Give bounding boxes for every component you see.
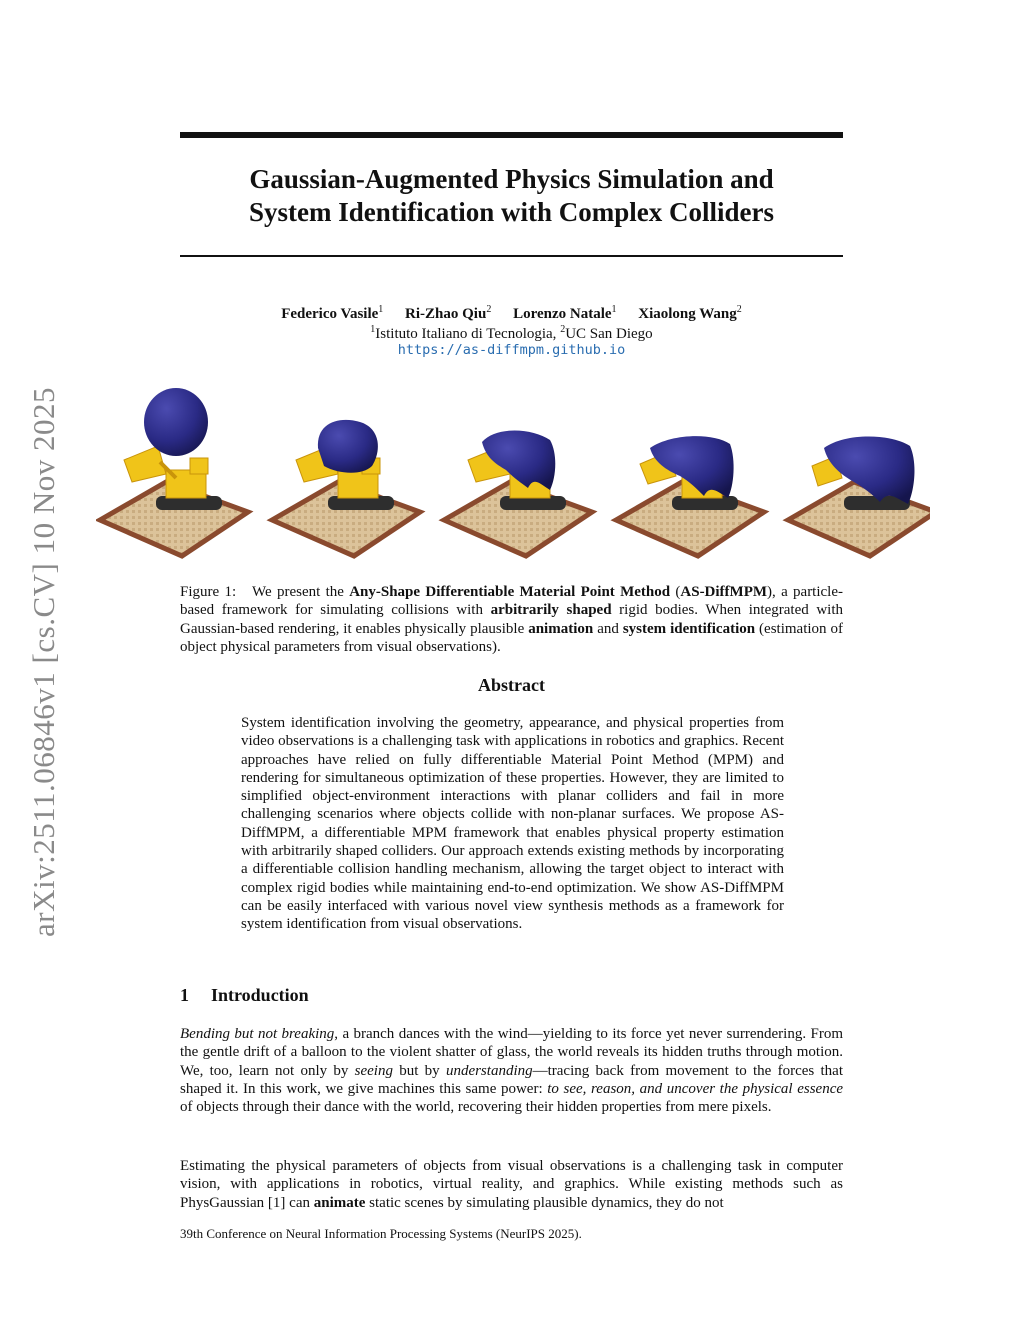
frame-4 [616,436,764,556]
intro-paragraph-1: Bending but not breaking, a branch dances with the wind—yielding to its force yet never surrendering. From the gentle drift of a balloon to the violent shatter of glass, the world reveals its hidden truths through motion. We, too, learn not only by seeing but by understanding—tracing back from movement to the forces that shaped it. In this work, we give machines this same power: to see, reason, and uncover the physical essence of objects through their dance with the world, recovering their hidden properties from mere pixels. [180,1026,844,1116]
title-line-1: Gaussian-Augmented Physics Simulation and [249,164,774,194]
frame-5 [788,437,930,557]
abstract-heading: Abstract [478,675,545,695]
frame-2 [272,420,420,556]
author: Xiaolong Wang$^2$ [638,304,742,322]
section-heading-introduction: 1 Introduction [180,985,309,1005]
intro-paragraph-2: Estimating the physical parameters of objects from visual observations is a challenging task in computer vision, with applications in robotics, virtual reality, and graphics. While existing methods such as PhysGaussian [1] can animate static scenes by simulating plausible dynamics, they do not [180,1158,843,1211]
author: Ri-Zhao Qiu$^2$ [405,304,492,322]
conference-footnote: 39th Conference on Neural Information Processing Systems (NeurIPS 2025). [180,1226,582,1241]
author: Federico Vasile$^1$ [281,304,384,322]
figure-1 [96,378,930,568]
figure-caption: Figure 1: We present the Any-Shape Differentiable Material Point Method (AS-DiffMPM), a particle-based framework for simulating collisions with arbitrarily shaped rigid bodies. When integrated with Gaussian-based rendering, it enables physically plausible animation and system identification (estimation of object physical parameters from visual observations). [180,584,843,655]
affiliations: $^1$Istituto Italiano di Tecnologia, $^2$UC San Diego [370,324,653,342]
title-top-rule [180,132,843,138]
title-line-2: System Identification with Complex Colliders [249,197,774,227]
figure-1-image [96,378,930,568]
author: Lorenzo Natale$^1$ [513,304,617,322]
project-url-link[interactable]: https://as-diffmpm.github.io [397,342,626,358]
title-bottom-rule [180,255,843,257]
figure-label: Figure 1: [180,584,237,600]
cloth-sphere [318,420,378,473]
frame-1 [100,388,248,556]
arxiv-identifier: arXiv:2511.06846v1 [cs.CV] 10 Nov 2025 [26,387,61,937]
cloth-sphere [144,388,208,456]
abstract-text: System identification involving the geometry, appearance, and physical properties from video observations is a challenging task with applications in robotics and graphics. Recent approaches have relied on fully differentiable Material Point Method (MPM) and rendering for simultaneous optimization of these properties. However, they are limited to simplified object-environment interactions with planar colliders and fail in more challenging scenarios where objects collide with non-planar surfaces. We propose AS-DiffMPM, a differentiable MPM framework that enables physical property estimation with arbitrarily shaped colliders. Our approach extends existing methods by incorporating a differentiable collision handling mechanism, allowing the target object to interact with complex rigid bodies while maintaining end-to-end optimization. We show AS-DiffMPM can be easily interfaced with various novel view synthesis methods as a framework for system identification from visual observations. [241,715,784,933]
frame-3 [444,431,592,557]
paper-title [180,163,843,229]
